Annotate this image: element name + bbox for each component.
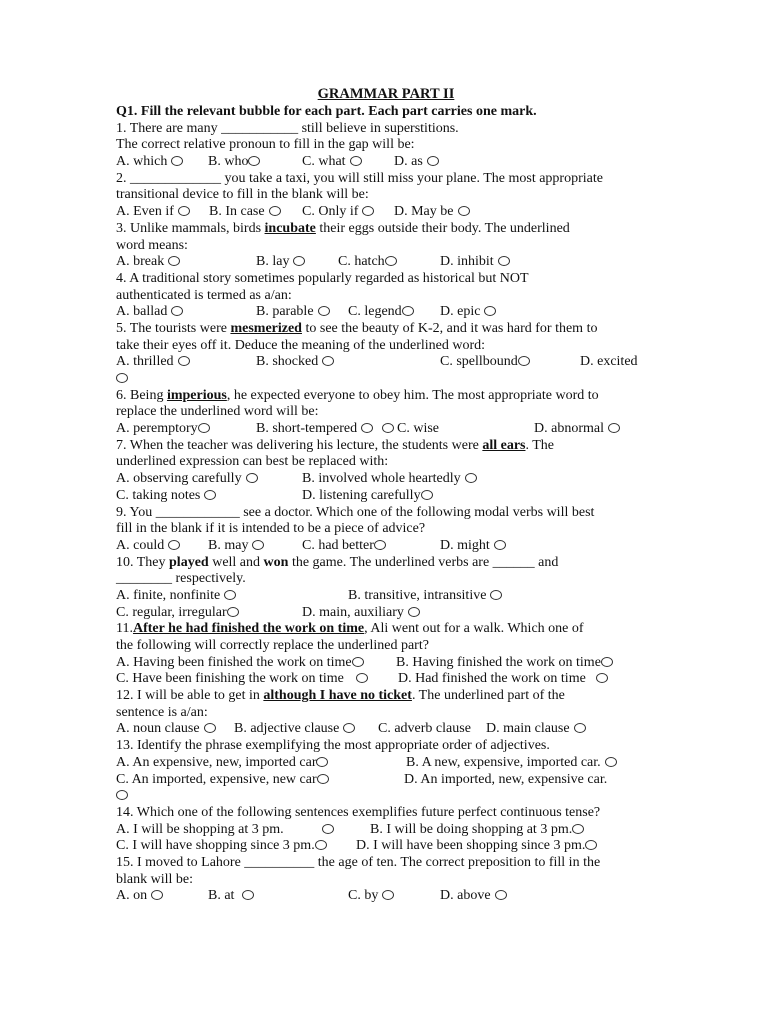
question-7-options-row-2 (116, 488, 656, 505)
option-2d: D. May be (394, 204, 470, 221)
option-10b: B. transitive, intransitive (348, 588, 502, 605)
answer-bubble[interactable] (361, 423, 373, 433)
question-13-options-row-2 (116, 772, 656, 789)
question-1-line-2: The correct relative pronoun to fill in the gap will be: (116, 137, 415, 153)
option-12c: C. adverb clause (378, 721, 471, 737)
option-12a: A. noun clause (116, 721, 216, 738)
question-10-options-row-1 (116, 588, 656, 605)
option-15a: A. on (116, 888, 163, 905)
answer-bubble[interactable] (315, 840, 327, 850)
option-15d: D. above (440, 888, 507, 905)
answer-bubble[interactable] (495, 890, 507, 900)
answer-bubble[interactable] (374, 540, 386, 550)
option-13a: A. An expensive, new, imported car (116, 755, 328, 772)
answer-bubble[interactable] (382, 423, 394, 433)
option-14a: A. I will be shopping at 3 pm. (116, 822, 334, 839)
question-10-line-1: 10. They played well and won the game. The underlined verbs are ______ and (116, 554, 559, 570)
option-3d: D. inhibit (440, 254, 510, 271)
question-7-options-row-1 (116, 471, 656, 488)
option-9d: D. might (440, 538, 506, 555)
question-11-line-2: the following will correctly replace the underlined part? (116, 638, 429, 653)
option-6d: D. abnormal (534, 421, 620, 438)
answer-bubble[interactable] (385, 256, 397, 266)
question-5-line-1: 5. The tourists were mesmerized to see the beauty of K-2, and it was hard for them to (116, 320, 598, 336)
option-14c: C. I will have shopping since 3 pm. (116, 838, 327, 855)
option-5c: C. spellbound (440, 354, 530, 371)
option-4c: C. legend (348, 304, 414, 321)
option-13d: D. An imported, new, expensive car. (404, 771, 608, 787)
answer-bubble[interactable] (242, 890, 254, 900)
option-15b: B. at (208, 888, 254, 905)
question-13-wrap (116, 788, 656, 805)
option-9a: A. could (116, 538, 180, 555)
question-9-line-1: 9. You ____________ see a doctor. Which one of the following modal verbs will best (116, 504, 595, 520)
answer-bubble[interactable] (269, 206, 281, 216)
question-4-options (116, 304, 656, 321)
answer-bubble[interactable] (116, 373, 128, 383)
answer-bubble[interactable] (224, 590, 236, 600)
question-11-options-row-1 (116, 655, 656, 672)
option-1a: A. which (116, 154, 183, 171)
question-1-line-1: 1. There are many ___________ still believe in superstitions. (116, 120, 459, 136)
answer-bubble[interactable] (421, 490, 433, 500)
option-1c: C. what (302, 154, 362, 171)
answer-bubble[interactable] (322, 356, 334, 366)
question-15-line-2: blank will be: (116, 871, 193, 887)
answer-bubble[interactable] (498, 256, 510, 266)
question-7-line-2: underlined expression can best be replaced with: (116, 454, 389, 470)
answer-bubble[interactable] (318, 306, 330, 316)
question-12-line-2: sentence is a/an: (116, 704, 208, 720)
answer-bubble[interactable] (362, 206, 374, 216)
answer-bubble[interactable] (605, 757, 617, 767)
question-10-options-row-2 (116, 605, 656, 622)
answer-bubble[interactable] (316, 757, 328, 767)
question-5-options (116, 354, 656, 371)
answer-bubble[interactable] (204, 490, 216, 500)
answer-bubble[interactable] (350, 156, 362, 166)
answer-bubble[interactable] (322, 824, 334, 834)
question-4-line-2: authenticated is termed as a/an: (116, 287, 292, 303)
answer-bubble[interactable] (116, 790, 128, 800)
option-2a: A. Even if (116, 204, 190, 221)
answer-bubble[interactable] (171, 306, 183, 316)
answer-bubble[interactable] (458, 206, 470, 216)
answer-bubble[interactable] (178, 206, 190, 216)
answer-bubble[interactable] (408, 607, 420, 617)
question-13-line-1: 13. Identify the phrase exemplifying the most appropriate order of adjectives. (116, 738, 550, 754)
option-9c: C. had better (302, 538, 386, 555)
answer-bubble[interactable] (293, 256, 305, 266)
option-14d: D. I will have been shopping since 3 pm. (356, 838, 597, 855)
option-11a: A. Having been finished the work on time (116, 655, 364, 672)
option-6c: C. wise (382, 421, 439, 438)
answer-bubble[interactable] (427, 156, 439, 166)
question-3-line-2: word means: (116, 237, 188, 253)
option-5a: A. thrilled (116, 354, 190, 371)
option-11c: C. Have been finishing the work on time (116, 671, 368, 688)
answer-bubble[interactable] (168, 256, 180, 266)
option-4b: B. parable (256, 304, 330, 321)
question-3-options (116, 254, 656, 271)
option-4d: D. epic (440, 304, 496, 321)
answer-bubble[interactable] (484, 306, 496, 316)
option-6b: B. short-tempered (256, 421, 373, 438)
option-7b: B. involved whole heartedly (302, 471, 477, 488)
option-15c: C. by (348, 888, 394, 905)
answer-bubble[interactable] (490, 590, 502, 600)
instruction: Q1. Fill the relevant bubble for each part. Each part carries one mark. (116, 104, 537, 119)
answer-bubble[interactable] (356, 673, 368, 683)
question-12-line-1: 12. I will be able to get in although I have no ticket. The underlined part of the (116, 688, 565, 704)
answer-bubble[interactable] (317, 774, 329, 784)
option-4a: A. ballad (116, 304, 183, 321)
question-11-line-1: 11.After he had finished the work on time, Ali went out for a walk. Which one of (116, 621, 584, 637)
option-2c: C. Only if (302, 204, 374, 221)
answer-bubble[interactable] (204, 723, 216, 733)
question-2-line-1: 2. _____________ you take a taxi, you will still miss your plane. The most appropriate (116, 170, 603, 186)
answer-bubble[interactable] (151, 890, 163, 900)
answer-bubble[interactable] (608, 423, 620, 433)
question-2-line-2: transitional device to fill in the blank will be: (116, 187, 369, 203)
answer-bubble[interactable] (171, 156, 183, 166)
question-11-options-row-2 (116, 671, 656, 688)
option-9b: B. may (208, 538, 264, 555)
answer-bubble[interactable] (198, 423, 210, 433)
question-5-line-2: take their eyes off it. Deduce the meaning of the underlined word: (116, 337, 486, 353)
answer-bubble[interactable] (246, 473, 258, 483)
option-3c: C. hatch (338, 254, 397, 271)
option-11b: B. Having finished the work on time (396, 655, 613, 672)
option-6a: A. peremptory (116, 421, 210, 438)
question-15-line-1: 15. I moved to Lahore __________ the age of ten. The correct preposition to fill in the (116, 854, 601, 870)
page-title: GRAMMAR PART II (317, 86, 455, 102)
option-5d: D. excited (580, 354, 638, 370)
option-10d: D. main, auxiliary (302, 605, 420, 622)
answer-bubble[interactable] (494, 540, 506, 550)
answer-bubble[interactable] (252, 540, 264, 550)
option-13b: B. A new, expensive, imported car. (406, 755, 617, 772)
question-14-options-row-1 (116, 822, 656, 839)
question-6-options (116, 421, 656, 438)
question-6-line-2: replace the underlined word will be: (116, 404, 319, 420)
question-15-options (116, 888, 656, 905)
answer-bubble[interactable] (227, 607, 239, 617)
option-10c: C. regular, irregular (116, 605, 239, 622)
question-7-line-1: 7. When the teacher was delivering his lecture, the students were all ears. The (116, 437, 555, 453)
question-6-line-1: 6. Being imperious, he expected everyone to obey him. The most appropriate word to (116, 387, 599, 403)
answer-bubble[interactable] (465, 473, 477, 483)
option-3a: A. break (116, 254, 180, 271)
question-1-options (116, 154, 656, 171)
option-3b: B. lay (256, 254, 305, 271)
answer-bubble[interactable] (585, 840, 597, 850)
question-4-line-1: 4. A traditional story sometimes popularly regarded as historical but NOT (116, 270, 529, 286)
answer-bubble[interactable] (574, 723, 586, 733)
option-11d: D. Had finished the work on time (398, 671, 608, 688)
option-14b: B. I will be doing shopping at 3 pm. (370, 822, 584, 839)
question-12-options (116, 721, 656, 738)
question-13-options-row-1 (116, 755, 656, 772)
question-14-options-row-2 (116, 838, 656, 855)
answer-bubble[interactable] (343, 723, 355, 733)
question-3-line-1: 3. Unlike mammals, birds incubate their eggs outside their body. The underlined (116, 220, 570, 236)
option-5b: B. shocked (256, 354, 334, 371)
option-7d: D. listening carefully (302, 488, 433, 505)
worksheet (116, 86, 656, 905)
answer-bubble[interactable] (596, 673, 608, 683)
option-12b: B. adjective clause (234, 721, 355, 738)
answer-bubble[interactable] (168, 540, 180, 550)
question-10-line-2: ________ respectively. (116, 571, 246, 587)
question-2-options (116, 204, 656, 221)
option-13c: C. An imported, expensive, new car (116, 772, 329, 789)
answer-bubble[interactable] (572, 824, 584, 834)
answer-bubble[interactable] (382, 890, 394, 900)
option-2b: B. In case (209, 204, 281, 221)
question-14-line-1: 14. Which one of the following sentences exemplifies future perfect continuous tense? (116, 804, 601, 820)
answer-bubble[interactable] (601, 657, 613, 667)
option-7c: C. taking notes (116, 488, 216, 505)
option-10a: A. finite, nonfinite (116, 588, 236, 605)
option-12d: D. main clause (486, 721, 586, 738)
option-1b: B. who (208, 154, 260, 171)
answer-bubble[interactable] (178, 356, 190, 366)
option-7a: A. observing carefully (116, 471, 258, 488)
question-9-line-2: fill in the blank if it is intended to be a piece of advice? (116, 521, 426, 537)
answer-bubble[interactable] (518, 356, 530, 366)
answer-bubble[interactable] (248, 156, 260, 166)
answer-bubble[interactable] (352, 657, 364, 667)
option-1d: D. as (394, 154, 439, 171)
answer-bubble[interactable] (402, 306, 414, 316)
question-5-wrap (116, 371, 656, 388)
question-9-options (116, 538, 656, 555)
